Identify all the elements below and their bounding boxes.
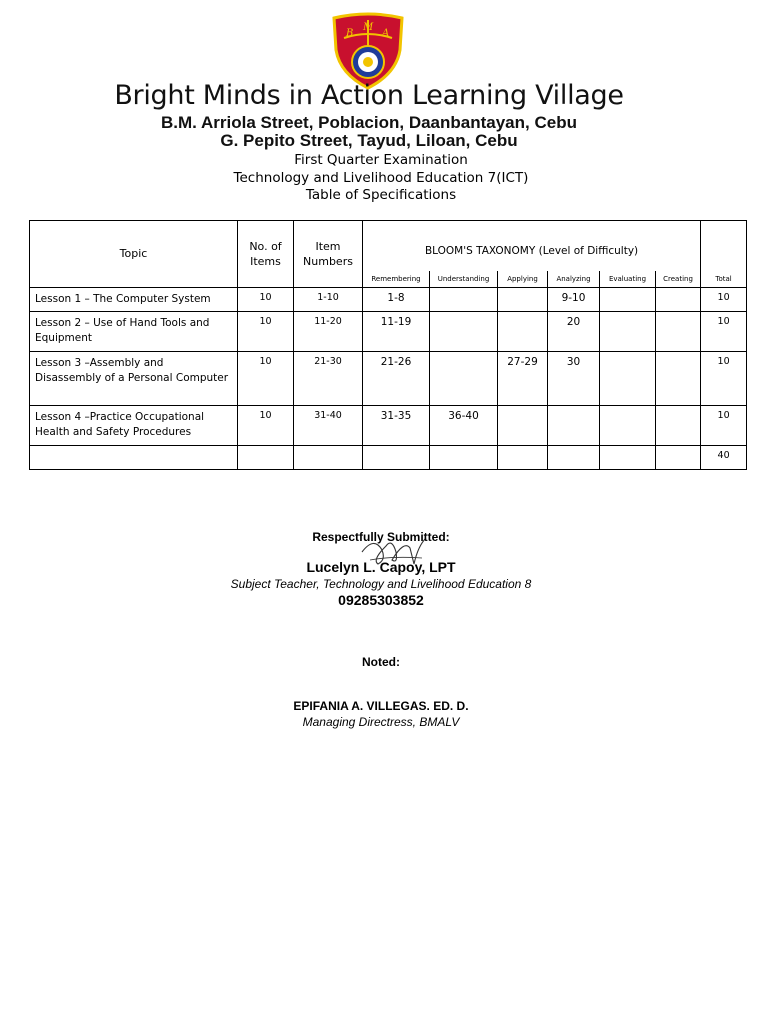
row-analyzing: 20 xyxy=(548,311,600,351)
row-understanding xyxy=(430,287,498,311)
row-evaluating xyxy=(600,287,656,311)
header-total: Total xyxy=(701,271,747,288)
row-analyzing: 30 xyxy=(548,351,600,405)
exam-title: First Quarter Examination xyxy=(294,152,468,168)
row-topic: Lesson 1 – The Computer System xyxy=(30,287,238,311)
school-logo xyxy=(328,12,408,90)
row-remembering: 11-19 xyxy=(363,311,430,351)
table-total-row xyxy=(30,445,747,469)
row-analyzing xyxy=(548,405,600,445)
school-address-1: B.M. Arriola Street, Poblacion, Daanbantayan, Cebu xyxy=(161,113,577,132)
row-items: 10 xyxy=(238,405,294,445)
row-item-numbers: 31-40 xyxy=(294,405,363,445)
row-understanding xyxy=(430,351,498,405)
header-understanding: Understanding xyxy=(430,271,498,288)
row-item-numbers: 21-30 xyxy=(294,351,363,405)
row-total: 10 xyxy=(701,351,747,405)
director-name: EPIFANIA A. VILLEGAS. ED. D. xyxy=(293,699,469,713)
svg-text:A: A xyxy=(382,28,390,39)
header-creating: Creating xyxy=(656,271,701,288)
table-row xyxy=(30,287,747,311)
row-topic: Lesson 4 –Practice Occupational Health and Safety Procedures xyxy=(30,405,238,445)
row-item-numbers: 11-20 xyxy=(294,311,363,351)
row-evaluating xyxy=(600,351,656,405)
header-items: No. of Items xyxy=(238,221,294,288)
row-applying xyxy=(498,311,548,351)
header-evaluating: Evaluating xyxy=(600,271,656,288)
header-remembering: Remembering xyxy=(363,271,430,288)
row-creating xyxy=(656,405,701,445)
row-creating xyxy=(656,287,701,311)
header-topic: Topic xyxy=(30,221,238,288)
row-items: 10 xyxy=(238,351,294,405)
row-total: 10 xyxy=(701,287,747,311)
subject-title: Technology and Livelihood Education 7(ICT) xyxy=(233,170,529,186)
row-remembering: 31-35 xyxy=(363,405,430,445)
teacher-phone: 09285303852 xyxy=(338,592,424,608)
row-evaluating xyxy=(600,405,656,445)
row-remembering: 1-8 xyxy=(363,287,430,311)
header-applying: Applying xyxy=(498,271,548,288)
row-applying xyxy=(498,287,548,311)
row-applying: 27-29 xyxy=(498,351,548,405)
header-item-numbers: Item Numbers xyxy=(294,221,363,288)
header-bloom: BLOOM'S TAXONOMY (Level of Difficulty) xyxy=(363,221,701,271)
grand-total: 40 xyxy=(701,445,747,469)
row-items: 10 xyxy=(238,287,294,311)
row-remembering: 21-26 xyxy=(363,351,430,405)
row-total: 10 xyxy=(701,405,747,445)
header-total-spacer xyxy=(701,221,747,271)
row-evaluating xyxy=(600,311,656,351)
row-understanding xyxy=(430,311,498,351)
table-row xyxy=(30,311,747,351)
teacher-name: Lucelyn L. Capoy, LPT xyxy=(306,559,456,575)
noted-label: Noted: xyxy=(362,655,400,669)
school-address-2: G. Pepito Street, Tayud, Liloan, Cebu xyxy=(220,131,518,150)
table-row xyxy=(30,405,747,445)
row-understanding: 36-40 xyxy=(430,405,498,445)
school-name: Bright Minds in Action Learning Village xyxy=(114,80,624,111)
row-applying xyxy=(498,405,548,445)
header-analyzing: Analyzing xyxy=(548,271,600,288)
row-topic: Lesson 2 – Use of Hand Tools and Equipment xyxy=(30,311,238,351)
row-items: 10 xyxy=(238,311,294,351)
svg-text:B: B xyxy=(346,28,354,39)
submitted-label: Respectfully Submitted: xyxy=(312,530,450,544)
row-creating xyxy=(656,311,701,351)
table-row xyxy=(30,351,747,405)
svg-text:M: M xyxy=(363,22,374,33)
specifications-table xyxy=(29,220,747,470)
row-topic: Lesson 3 –Assembly and Disassembly of a Personal Computer xyxy=(30,351,238,405)
teacher-role: Subject Teacher, Technology and Livelihood Education 8 xyxy=(230,577,532,591)
row-creating xyxy=(656,351,701,405)
document-title: Table of Specifications xyxy=(305,187,457,203)
row-analyzing: 9-10 xyxy=(548,287,600,311)
director-role: Managing Directress, BMALV xyxy=(302,715,460,729)
row-total: 10 xyxy=(701,311,747,351)
row-item-numbers: 1-10 xyxy=(294,287,363,311)
